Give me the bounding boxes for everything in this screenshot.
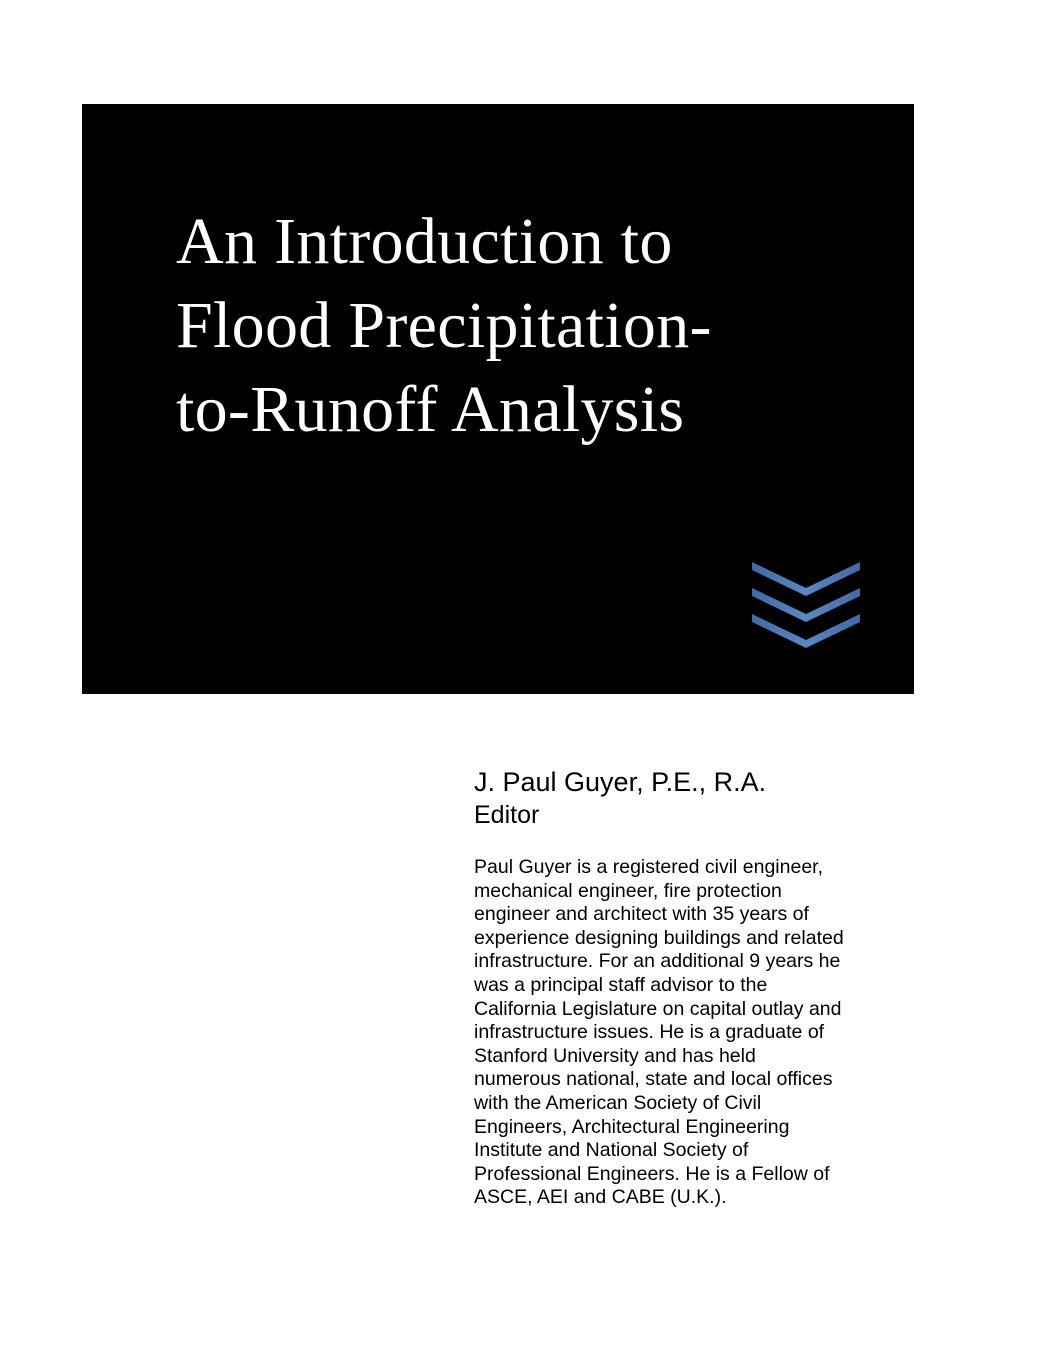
author-bio xyxy=(474,856,894,1210)
cover-title-block xyxy=(82,104,914,694)
book-title xyxy=(176,200,712,452)
title-line: An Introduction to xyxy=(176,205,673,278)
bio-line: engineer and architect with 35 years of xyxy=(474,903,809,926)
bio-line: infrastructure issues. He is a graduate of xyxy=(474,1021,825,1044)
bio-line: Professional Engineers. He is a Fellow of xyxy=(474,1162,830,1185)
triple-chevron-down-icon xyxy=(750,560,862,652)
title-line: Flood Precipitation- xyxy=(176,289,712,362)
bio-line: mechanical engineer, fire protection xyxy=(474,879,782,902)
author-block xyxy=(474,766,894,830)
bio-line: experience designing buildings and related xyxy=(474,926,844,949)
bio-line: numerous national, state and local offices xyxy=(474,1068,833,1091)
bio-line: ASCE, AEI and CABE (U.K.). xyxy=(474,1186,727,1209)
author-role: Editor xyxy=(474,801,540,829)
bio-line: was a principal staff advisor to the xyxy=(474,973,768,996)
bio-line: California Legislature on capital outlay and xyxy=(474,997,842,1020)
bio-line: Stanford University and has held xyxy=(474,1044,756,1067)
author-name: J. Paul Guyer, P.E., R.A. xyxy=(474,767,767,797)
bio-line: Engineers, Architectural Engineering xyxy=(474,1115,790,1138)
bio-line: Institute and National Society of xyxy=(474,1139,749,1162)
title-line: to-Runoff Analysis xyxy=(176,373,685,446)
bio-line: Paul Guyer is a registered civil engineer, xyxy=(474,856,824,878)
bio-line: with the American Society of Civil xyxy=(474,1091,762,1114)
bio-line: infrastructure. For an additional 9 years he xyxy=(474,950,841,973)
